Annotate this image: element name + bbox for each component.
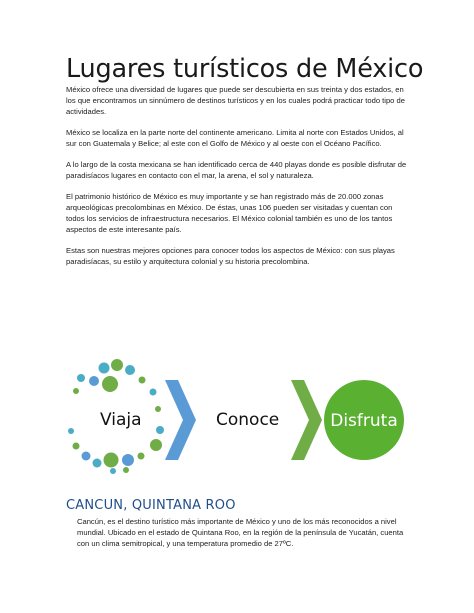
dot — [104, 453, 119, 468]
dot — [93, 459, 102, 468]
dot — [138, 453, 145, 460]
diagram-svg — [0, 352, 474, 482]
dot — [99, 363, 110, 374]
dot — [111, 359, 123, 371]
smartart-diagram — [0, 352, 474, 482]
paragraph-intro: México ofrece una diversidad de lugares que puede ser descubierta en sus treinta y dos estados, en los que encontramos un sinnúmero de destinos turísticos y en los cuales podrá practicar todo tipo de actividades. — [66, 85, 405, 116]
document-body — [66, 84, 412, 277]
section-paragraph: Cancún, es el destino turístico más importante de México y uno de los más reconocidos a nivel mundial. Ubicado en el estado de Quintana Roo, en la región de la península de Yucatán, cuenta con un clima semitropical, y una temperatura promedio de 27ºC. — [77, 517, 404, 548]
paragraph-heritage: El patrimonio histórico de México es muy importante y se han registrado más de 20.000 zonas arqueológicas precolombinas en México. De éstas, unas 106 pueden ser visitadas y cuentan con todos los servicios de infraestructura necesarios. El México colonial también es uno de los tantos aspectos de este interesante país. — [66, 192, 393, 234]
chevron-arrow-green — [291, 380, 322, 460]
section-body — [77, 516, 411, 549]
step-label-viaja: Viaja — [100, 410, 142, 430]
chevron-arrow-blue — [165, 380, 196, 460]
page-title: Lugares turísticos de México — [66, 54, 424, 84]
dot — [139, 377, 146, 384]
dot — [122, 454, 134, 466]
dot — [156, 426, 164, 434]
paragraph-options: Estas son nuestras mejores opciones para conocer todos los aspectos de México: con sus playas paradisíacas, su estilo y arquitectura colonial y su historia precolombina. — [66, 246, 395, 266]
dot — [102, 376, 118, 392]
paragraph-beaches: A lo largo de la costa mexicana se han identificado cerca de 440 playas donde es posible disfrutar de paradisíacos lugares en contacto con el mar, la arena, el sol y naturaleza. — [66, 160, 407, 180]
paragraph-location: México se localiza en la parte norte del continente americano. Limita al norte con Estados Unidos, al sur con Guatemala y Belice; al este con el Golfo de México y al oeste con el Océano Pacífico. — [66, 128, 404, 148]
section-heading: CANCUN, QUINTANA ROO — [66, 498, 236, 513]
dot — [77, 374, 85, 382]
dot — [73, 443, 80, 450]
dot — [150, 389, 157, 396]
dot — [68, 428, 74, 434]
dot — [123, 467, 129, 473]
dot — [82, 452, 91, 461]
dot — [110, 468, 116, 474]
step-label-disfruta: Disfruta — [330, 411, 398, 431]
dot — [125, 365, 135, 375]
step-label-conoce: Conoce — [216, 410, 280, 430]
dot — [89, 376, 99, 386]
dot — [155, 406, 161, 412]
dot — [150, 439, 162, 451]
dot — [73, 388, 79, 394]
